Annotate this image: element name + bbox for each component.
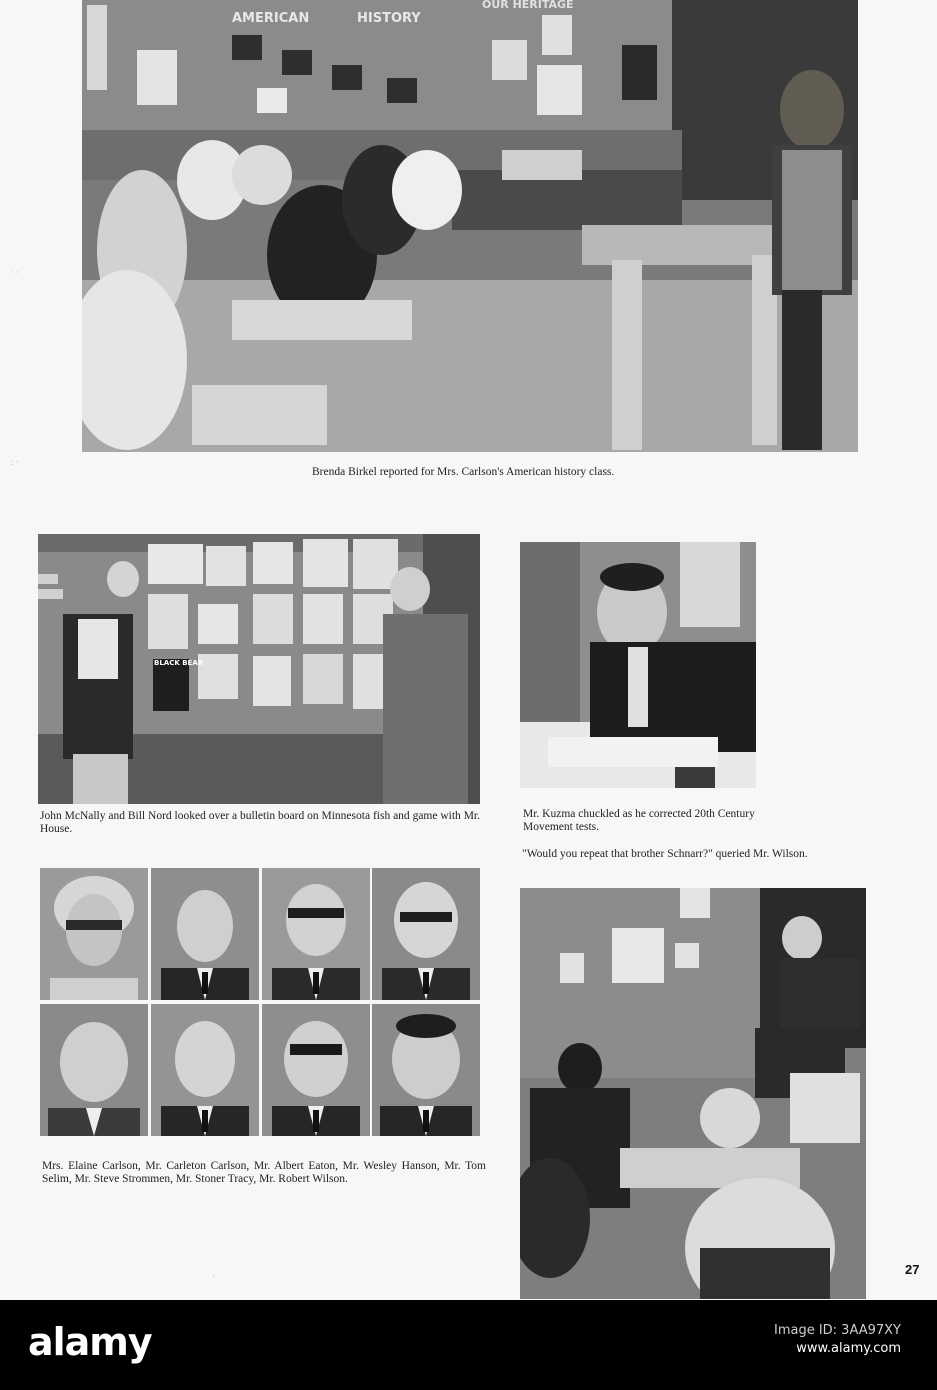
portrait-carleton-carlson — [151, 868, 259, 1000]
stock-image-info — [774, 1322, 901, 1358]
scan-mark: · — [212, 1272, 215, 1282]
caption-top: Brenda Birkel reported for Mrs. Carlson's American history class. — [312, 466, 615, 478]
caption-wilson: "Would you repeat that brother Schnarr?" queried Mr. Wilson. — [522, 848, 808, 860]
alamy-logo: alamy — [28, 1320, 152, 1364]
kuzma-photo — [520, 542, 756, 788]
portrait-tom-selim — [40, 1004, 148, 1136]
image-id: Image ID: 3AA97XY — [773, 1323, 901, 1338]
svg-text:BLACK BEAR: BLACK BEAR — [154, 659, 204, 667]
scan-mark: · · — [10, 268, 19, 278]
scan-mark: : · — [10, 458, 19, 468]
page-number: 27 — [905, 1262, 920, 1277]
caption-kuzma: Mr. Kuzma chuckled as he corrected 20th Century Movement tests. — [523, 808, 755, 833]
portrait-albert-eaton — [262, 868, 370, 1000]
portrait-elaine-carlson — [40, 868, 148, 1000]
portrait-wesley-hanson — [372, 868, 480, 1000]
wilson-classroom-photo — [520, 888, 866, 1299]
portrait-steve-strommen — [151, 1004, 259, 1136]
svg-text:AMERICAN: AMERICAN — [232, 11, 310, 26]
classroom-photo — [82, 0, 858, 452]
svg-text:HISTORY: HISTORY — [357, 11, 421, 26]
portrait-stoner-tracy — [262, 1004, 370, 1136]
stock-site-link[interactable]: www.alamy.com — [796, 1341, 901, 1356]
portrait-robert-wilson — [372, 1004, 480, 1136]
bulletin-board-photo — [38, 534, 480, 804]
caption-faculty: Mrs. Elaine Carlson, Mr. Carleton Carlson, Mr. Albert Eaton, Mr. Wesley Hanson, Mr. Tom Selim, Mr. Steve Strommen, Mr. Stoner Tracy, Mr. Robert Wilson. — [42, 1160, 486, 1185]
svg-text:OUR HERITAGE: OUR HERITAGE — [482, 0, 574, 11]
caption-bulletin: John McNally and Bill Nord looked over a bulletin board on Minnesota fish and game with Mr. House. — [40, 810, 480, 835]
